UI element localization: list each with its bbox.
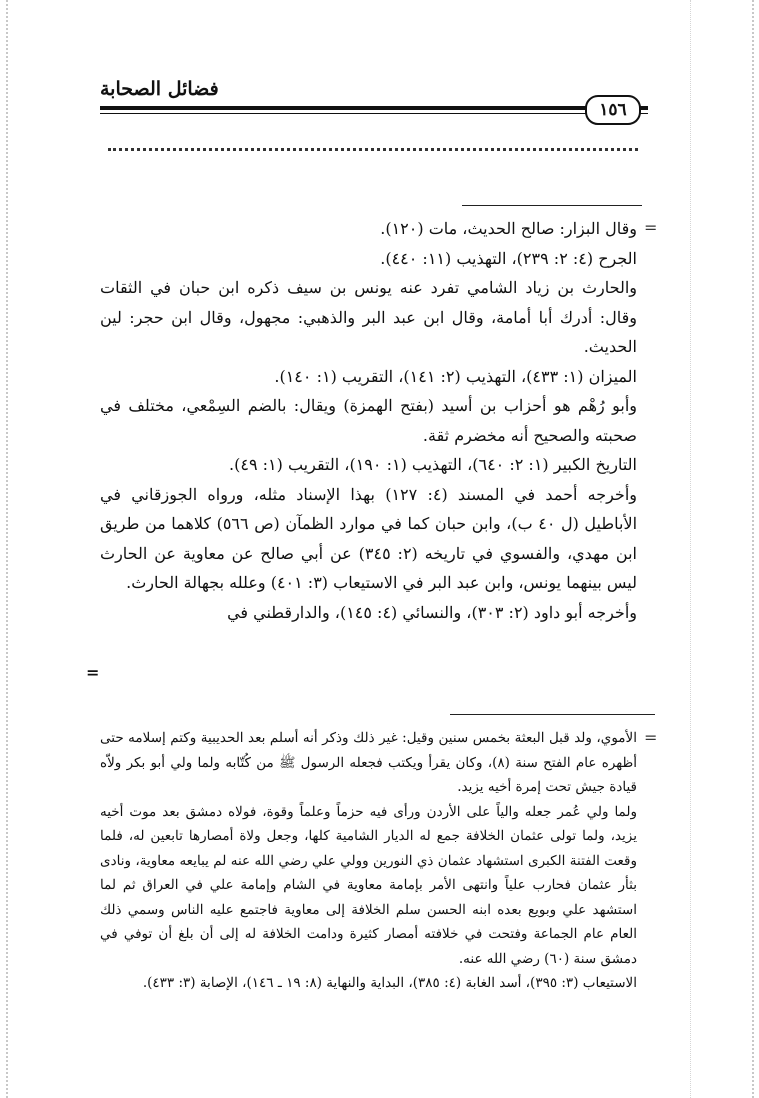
upper-line-1: الجرح (٤: ٢: ٢٣٩)، التهذيب (١١: ٤٤٠). xyxy=(380,248,637,268)
continuation-marker-lower: = xyxy=(644,728,658,747)
upper-para-6: وأخرجه أحمد في المسند (٤: ١٢٧) بهذا الإسناد مثله، ورواه الجوزقاني في الأباطيل (ل ٤٠ ب)، وابن حبان كما في موارد الظمآن (ص ٥٦٦) كلاهما من طريق ابن مهدي، والفسوي في تاريخه (٢: ٣٤٥) عن أبي صالح عن معاوية عن الحارث ليس بينهما يونس، وابن عبد البر في الاستيعاب (٣: ٤٠١) وعلله بجهالة الحارث. xyxy=(100,484,638,592)
continuation-marker-end: = xyxy=(86,663,100,682)
upper-para-2: والحارث بن زياد الشامي تفرد عنه يونس بن سيف ذكره ابن حبان في الثقات وقال: أدرك أبا أمامة، وقال ابن عبد البر والذهبي: مجهول، وقال ابن حجر: لين الحديث. xyxy=(100,278,637,356)
lower-para-1: ولما ولي عُمر جعله والياً على الأردن ورأى فيه حزماً وعلماً وقوة، فولاه دمشق بعد موت أخيه يزيد، ولما تولى عثمان الخلافة جمع له الديار الشامية كلها، وجعل ولاة أمصارها تابعين له، فلما وقعت الفتنة الكبرى استشهاد عثمان ذي النورين وولي علي رضي الله عنه لم يبايعه معاوية، ونادى بثأر عثمان فحارب علياً وانتهى الأمر بإمامة معاوية في الشام وإمامة علي في العراق ثم لما استشهد علي وبويع بعده ابنه الحسن سلم الخلافة إلى معاوية فاجتمع عليه الناس وسمي ذلك العام عام الجماعة وفتحت في خلافته أمصار كثيرة ودامت الخلافة له إلى أن بلغ أن توفي في دمشق سنة (٦٠) رضي الله عنه. xyxy=(100,803,637,967)
right-dotted-border xyxy=(752,0,754,1098)
header-rule-thin xyxy=(100,113,648,114)
upper-line-3: الميزان (١: ٤٣٣)، التهذيب (٢: ١٤١)، التقريب (١: ١٤٠). xyxy=(274,366,637,386)
upper-para-4: وأبو رُهْم هو أحزاب بن أسيد (بفتح الهمزة) ويقال: بالضم السِمْعي، مختلف في صحبته والصحيح أنه مخضرم ثقة. xyxy=(100,396,637,445)
running-header-title: فضائل الصحابة xyxy=(100,78,219,100)
footnote-rule-lower xyxy=(450,714,655,715)
lower-para-2: الاستيعاب (٣: ٣٩٥)، أسد الغابة (٤: ٣٨٥)، البداية والنهاية (٨: ١٩ ـ ١٤٦)، الإصابة (٣: ٤٣٣). xyxy=(142,975,637,991)
upper-line-7: وأخرجه أبو داود (٢: ٣٠٣)، والنسائي (٤: ١٤٥)، والدارقطني في xyxy=(227,602,637,622)
continuation-marker-upper: = xyxy=(644,218,658,237)
footnote-rule-upper xyxy=(462,205,642,206)
header-rule xyxy=(100,106,648,110)
upper-para-5: التاريخ الكبير (١: ٢: ٦٤٠)، التهذيب (١: ١٩٠)، التقريب (١: ٤٩). xyxy=(229,455,637,474)
upper-line-0: وقال البزار: صالح الحديث، مات (١٢٠). xyxy=(380,219,637,238)
lower-footnote-text xyxy=(100,726,637,996)
left-dotted-border xyxy=(6,0,8,1098)
lower-para-0: الأموي، ولد قبل البعثة بخمس سنين وقيل: غير ذلك وذكر أنه أسلم بعد الحديبية وكتم إسلامه حتى أظهره عام الفتح سنة (٨)، وكان يقرأ ويكتب فجعله الرسول ﷺ من كُتّابه ولما ولي أبو بكر ولاّه قيادة جيش تحت إمرة أخيه يزيد. xyxy=(100,730,637,795)
dotted-separator xyxy=(108,148,638,151)
upper-footnote-text xyxy=(100,214,637,627)
page-number: ١٥٦ xyxy=(585,95,641,125)
inner-dotted-border xyxy=(690,0,691,1098)
